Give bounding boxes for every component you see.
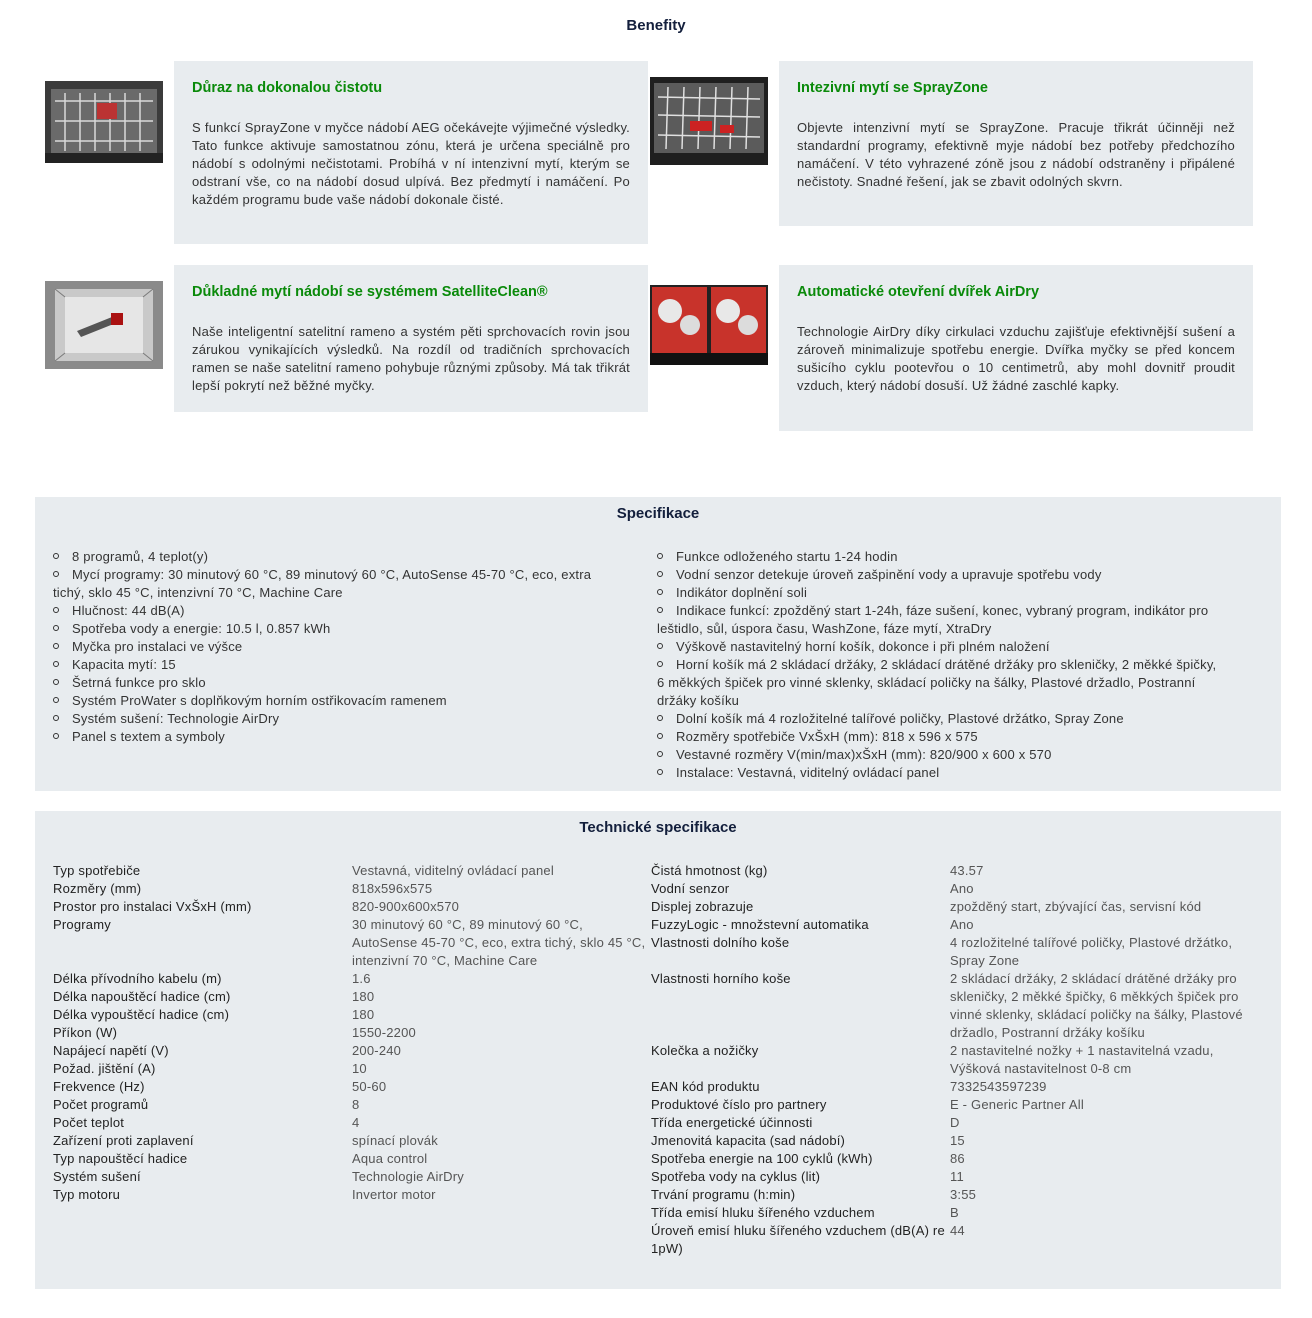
- tech-spec-row: [651, 1186, 1250, 1204]
- bullet-icon: [657, 769, 663, 775]
- benefit-title: Intezivní mytí se SprayZone: [797, 80, 988, 96]
- specifications-right-list: [657, 548, 1217, 782]
- tech-spec-value: 44: [950, 1223, 965, 1238]
- spec-list-item: [657, 746, 1217, 764]
- tech-spec-row: [53, 1006, 651, 1024]
- bullet-icon: [53, 715, 59, 721]
- bullet-icon: [53, 607, 59, 613]
- spec-item-text: Výškově nastavitelný horní košík, dokonce i při plném naložení: [676, 639, 1050, 654]
- tech-spec-row: [651, 1150, 1250, 1168]
- tech-spec-value: Technologie AirDry: [352, 1169, 464, 1184]
- sprayzone-image: [650, 77, 768, 165]
- tech-spec-value: D: [950, 1115, 960, 1130]
- bullet-icon: [657, 643, 663, 649]
- tech-spec-row: [651, 1132, 1250, 1150]
- technical-left-table: [53, 862, 651, 1204]
- tech-spec-value: B: [950, 1205, 959, 1220]
- tech-spec-label: Trvání programu (h:min): [651, 1187, 796, 1202]
- tech-spec-value: 1550-2200: [352, 1025, 416, 1040]
- tech-spec-label: Typ spotřebiče: [53, 863, 141, 878]
- spec-item-text: Indikace funkcí: zpožděný start 1-24h, fáze sušení, konec, vybraný program, indikátor pro leštidlo, sůl, úspora času, WashZone, fáze mytí, XtraDry: [657, 603, 1209, 636]
- specifications-title: Specifikace: [616, 505, 700, 522]
- bullet-icon: [53, 733, 59, 739]
- bullet-icon: [53, 697, 59, 703]
- tech-spec-value: 43.57: [950, 863, 984, 878]
- benefit-card-1: [174, 61, 648, 244]
- spec-item-text: Indikátor doplnění soli: [676, 585, 808, 600]
- tech-spec-value: 818x596x575: [352, 881, 433, 896]
- tech-spec-value: 7332543597239: [950, 1079, 1047, 1094]
- tech-spec-value: 2 nastavitelné nožky + 1 nastavitelná vzadu, Výšková nastavitelnost 0-8 cm: [950, 1043, 1214, 1076]
- benefit-title: Důkladné mytí nádobí se systémem SatelliteClean®: [192, 284, 548, 300]
- tech-spec-label: Typ motoru: [53, 1187, 121, 1202]
- technical-specifications-panel: [35, 811, 1281, 1289]
- satellite-arm-image: [45, 281, 163, 369]
- specifications-panel: [35, 497, 1281, 791]
- bullet-icon: [53, 643, 59, 649]
- tech-spec-value: 1.6: [352, 971, 371, 986]
- spec-item-text: Panel s textem a symboly: [72, 729, 225, 744]
- tech-spec-row: [651, 1096, 1250, 1114]
- bullet-icon: [657, 751, 663, 757]
- spec-list-item: [53, 548, 623, 566]
- tech-spec-label: Čistá hmotnost (kg): [651, 863, 768, 878]
- spec-item-text: Vestavné rozměry V(min/max)xŠxH (mm): 820/900 x 600 x 570: [676, 747, 1052, 762]
- bullet-icon: [657, 715, 663, 721]
- tech-spec-value: 30 minutový 60 °C, 89 minutový 60 °C, AutoSense 45-70 °C, eco, extra tichý, sklo 45 °C, intenzivní 70 °C, Machine Care: [352, 917, 646, 968]
- spec-item-text: Dolní košík má 4 rozložitelné talířové poličky, Plastové držátko, Spray Zone: [676, 711, 1124, 726]
- tech-spec-label: Kolečka a nožičky: [651, 1043, 759, 1058]
- spec-item-text: Funkce odloženého startu 1-24 hodin: [676, 549, 898, 564]
- tech-spec-row: [651, 1078, 1250, 1096]
- spec-list-item: [657, 656, 1217, 710]
- tech-spec-value: 10: [352, 1061, 367, 1076]
- bullet-icon: [657, 553, 663, 559]
- spec-item-text: Mycí programy: 30 minutový 60 °C, 89 minutový 60 °C, AutoSense 45-70 °C, eco, extra tichý, sklo 45 °C, intenzivní 70 °C, Machine Care: [53, 567, 592, 600]
- spec-item-text: Kapacita mytí: 15: [72, 657, 176, 672]
- benefits-title: Benefity: [626, 17, 686, 34]
- spec-list-item: [53, 656, 623, 674]
- bullet-icon: [53, 553, 59, 559]
- spec-list-item: [53, 620, 623, 638]
- tech-spec-row: [53, 1186, 651, 1204]
- tech-spec-label: Úroveň emisí hluku šířeného vzduchem (dB(A) re 1pW): [651, 1223, 945, 1256]
- spec-list-item: [53, 566, 623, 602]
- tech-spec-label: Počet teplot: [53, 1115, 125, 1130]
- tech-spec-label: Příkon (W): [53, 1025, 118, 1040]
- airdry-comparison-image: [650, 285, 768, 365]
- technical-right-table: [651, 862, 1250, 1258]
- bullet-icon: [657, 733, 663, 739]
- tech-spec-label: Délka vypouštěcí hadice (cm): [53, 1007, 230, 1022]
- spec-list-item: [657, 566, 1217, 584]
- spec-list-item: [53, 674, 623, 692]
- bullet-icon: [657, 661, 663, 667]
- tech-spec-row: [651, 970, 1250, 1042]
- spec-item-text: 8 programů, 4 teplot(y): [72, 549, 209, 564]
- tech-spec-value: 11: [950, 1169, 964, 1184]
- tech-spec-label: Spotřeba vody na cyklus (lit): [651, 1169, 821, 1184]
- bullet-icon: [53, 661, 59, 667]
- tech-spec-value: 2 skládací držáky, 2 skládací drátěné držáky pro skleničky, 2 měkké špičky, 6 měkkých špiček pro vinné sklenky, skládací poličky na šálky, Plastové držadlo, Postranní držáky košíku: [950, 971, 1243, 1040]
- tech-spec-label: Délka napouštěcí hadice (cm): [53, 989, 231, 1004]
- tech-spec-row: [53, 1078, 651, 1096]
- tech-spec-label: Třída emisí hluku šířeného vzduchem: [651, 1205, 875, 1220]
- tech-spec-value: Vestavná, viditelný ovládací panel: [352, 863, 554, 878]
- tech-spec-value: E - Generic Partner All: [950, 1097, 1084, 1112]
- spec-item-text: Rozměry spotřebiče VxŠxH (mm): 818 x 596 x 575: [676, 729, 978, 744]
- tech-spec-value: spínací plovák: [352, 1133, 438, 1148]
- tech-spec-row: [53, 880, 651, 898]
- spec-list-item: [53, 728, 623, 746]
- tech-spec-row: [651, 898, 1250, 916]
- tech-spec-label: Vlastnosti horního koše: [651, 971, 791, 986]
- tech-spec-value: 15: [950, 1133, 965, 1148]
- tech-spec-label: Počet programů: [53, 1097, 149, 1112]
- tech-spec-value: 86: [950, 1151, 965, 1166]
- bullet-icon: [53, 679, 59, 685]
- bullet-icon: [53, 571, 59, 577]
- benefit-card-3: [174, 265, 648, 412]
- tech-spec-label: Typ napouštěcí hadice: [53, 1151, 188, 1166]
- tech-spec-label: Požad. jištění (A): [53, 1061, 156, 1076]
- bullet-icon: [657, 607, 663, 613]
- technical-specifications-title: Technické specifikace: [579, 819, 737, 836]
- tech-spec-label: Programy: [53, 917, 111, 932]
- tech-spec-value: Invertor motor: [352, 1187, 436, 1202]
- tech-spec-label: Prostor pro instalaci VxŠxH (mm): [53, 899, 252, 914]
- spec-item-text: Systém sušení: Technologie AirDry: [72, 711, 280, 726]
- tech-spec-row: [651, 1204, 1250, 1222]
- spec-item-text: Šetrná funkce pro sklo: [72, 675, 206, 690]
- tech-spec-label: Vlastnosti dolního koše: [651, 935, 790, 950]
- tech-spec-label: Rozměry (mm): [53, 881, 142, 896]
- tech-spec-row: [651, 862, 1250, 880]
- tech-spec-value: 4 rozložitelné talířové poličky, Plastové držátko, Spray Zone: [950, 935, 1233, 968]
- tech-spec-row: [53, 988, 651, 1006]
- tech-spec-row: [651, 1114, 1250, 1132]
- tech-spec-value: 180: [352, 1007, 375, 1022]
- tech-spec-row: [53, 1060, 651, 1078]
- tech-spec-label: EAN kód produktu: [651, 1079, 760, 1094]
- tech-spec-value: Aqua control: [352, 1151, 428, 1166]
- tech-spec-label: Produktové číslo pro partnery: [651, 1097, 827, 1112]
- spec-list-item: [657, 602, 1217, 638]
- tech-spec-row: [53, 1042, 651, 1060]
- tech-spec-row: [651, 1168, 1250, 1186]
- tech-spec-row: [651, 1042, 1250, 1078]
- tech-spec-label: Spotřeba energie na 100 cyklů (kWh): [651, 1151, 873, 1166]
- tech-spec-label: Zařízení proti zaplavení: [53, 1133, 194, 1148]
- tech-spec-label: FuzzyLogic - množstevní automatika: [651, 917, 869, 932]
- tech-spec-value: 820-900x600x570: [352, 899, 460, 914]
- tech-spec-label: Systém sušení: [53, 1169, 141, 1184]
- benefit-card-2: [779, 61, 1253, 226]
- tech-spec-label: Vodní senzor: [651, 881, 730, 896]
- bullet-icon: [657, 571, 663, 577]
- tech-spec-value: 4: [352, 1115, 360, 1130]
- spec-list-item: [53, 638, 623, 656]
- tech-spec-row: [53, 970, 651, 988]
- benefit-title: Důraz na dokonalou čistotu: [192, 80, 383, 96]
- tech-spec-value: 3:55: [950, 1187, 977, 1202]
- spec-item-text: Myčka pro instalaci ve výšce: [72, 639, 243, 654]
- tech-spec-label: Displej zobrazuje: [651, 899, 754, 914]
- tech-spec-value: 200-240: [352, 1043, 402, 1058]
- tech-spec-label: Délka přívodního kabelu (m): [53, 971, 222, 986]
- spec-list-item: [53, 692, 623, 710]
- spec-item-text: Vodní senzor detekuje úroveň zašpinění vody a upravuje spotřebu vody: [676, 567, 1102, 582]
- benefit-title: Automatické otevření dvířek AirDry: [797, 284, 1040, 300]
- tech-spec-row: [53, 1096, 651, 1114]
- tech-spec-value: 180: [352, 989, 375, 1004]
- tech-spec-row: [53, 1132, 651, 1150]
- tech-spec-value: 50-60: [352, 1079, 387, 1094]
- tech-spec-value: Ano: [950, 917, 974, 932]
- tech-spec-value: Ano: [950, 881, 974, 896]
- tech-spec-value: 8: [352, 1097, 360, 1112]
- bullet-icon: [53, 625, 59, 631]
- spec-list-item: [657, 548, 1217, 566]
- tech-spec-row: [651, 1222, 1250, 1258]
- tech-spec-row: [651, 916, 1250, 934]
- spec-item-text: Systém ProWater s doplňkovým horním ostřikovacím ramenem: [72, 693, 447, 708]
- benefit-text: Objevte intenzivní mytí se SprayZone. Pracuje třikrát účinněji než standardní programy, efektivně myje nádobí bez potřeby předchozího namáčení. V této vyhrazené zóně jsou z nádobí odstraněny i připálené nečistoty. Snadné řešení, jak se zbavit odolných skvrn.: [797, 120, 1235, 189]
- tech-spec-row: [651, 934, 1250, 970]
- spec-item-text: Hlučnost: 44 dB(A): [72, 603, 185, 618]
- bullet-icon: [657, 589, 663, 595]
- benefit-text: Naše inteligentní satelitní rameno a systém pěti sprchovacích rovin jsou zárukou vynikajících výsledků. Na rozdíl od tradičních sprchovacích ramen se naše satelitní rameno pohybuje různými způsoby. Má tak třikrát lepší pokrytí než běžné myčky.: [192, 324, 630, 393]
- spec-list-item: [53, 710, 623, 728]
- spec-item-text: Spotřeba vody a energie: 10.5 l, 0.857 kWh: [72, 621, 331, 636]
- spec-list-item: [657, 710, 1217, 728]
- spec-list-item: [53, 602, 623, 620]
- spec-item-text: Instalace: Vestavná, viditelný ovládací panel: [676, 765, 940, 780]
- spec-item-text: Horní košík má 2 skládací držáky, 2 skládací drátěné držáky pro skleničky, 2 měkké špičky, 6 měkkých špiček pro vinné sklenky, skládací poličky na šálky, Plastové držadlo, Postranní držáky košíku: [657, 657, 1217, 708]
- tech-spec-label: Napájecí napětí (V): [53, 1043, 169, 1058]
- tech-spec-label: Jmenovitá kapacita (sad nádobí): [651, 1133, 846, 1148]
- spec-list-item: [657, 764, 1217, 782]
- tech-spec-label: Frekvence (Hz): [53, 1079, 145, 1094]
- tech-spec-row: [651, 880, 1250, 898]
- dishwasher-rack-image: [45, 81, 163, 163]
- benefit-card-4: [779, 265, 1253, 431]
- spec-list-item: [657, 728, 1217, 746]
- tech-spec-row: [53, 862, 651, 880]
- tech-spec-row: [53, 898, 651, 916]
- tech-spec-label: Třída energetické účinnosti: [651, 1115, 813, 1130]
- spec-list-item: [657, 638, 1217, 656]
- benefit-text: S funkcí SprayZone v myčce nádobí AEG očekávejte výjimečné výsledky. Tato funkce aktivuje samostatnou zónu, která je určena speciálně pro nádobí s odolnými nečistotami. Probíhá v ní intenzivní mytí, kterým se odstraní vše, co na nádobí dosud ulpívá. Bez předmytí i namáčení. Po každém programu bude vaše nádobí dokonale čisté.: [192, 120, 630, 207]
- tech-spec-row: [53, 1024, 651, 1042]
- tech-spec-row: [53, 1168, 651, 1186]
- tech-spec-row: [53, 916, 651, 970]
- specifications-left-list: [53, 548, 623, 746]
- tech-spec-row: [53, 1114, 651, 1132]
- tech-spec-row: [53, 1150, 651, 1168]
- tech-spec-value: zpožděný start, zbývající čas, servisní kód: [950, 899, 1202, 914]
- spec-list-item: [657, 584, 1217, 602]
- benefit-text: Technologie AirDry díky cirkulaci vzduchu zajišťuje efektivnější sušení a zároveň minimalizuje spotřebu energie. Dvířka myčky se před koncem sušicího cyklu pootevřou o 10 centimetrů, aby mohl dovnitř proudit vzduch, který nádobí dosuší. Už žádné zaschlé kapky.: [797, 324, 1235, 393]
